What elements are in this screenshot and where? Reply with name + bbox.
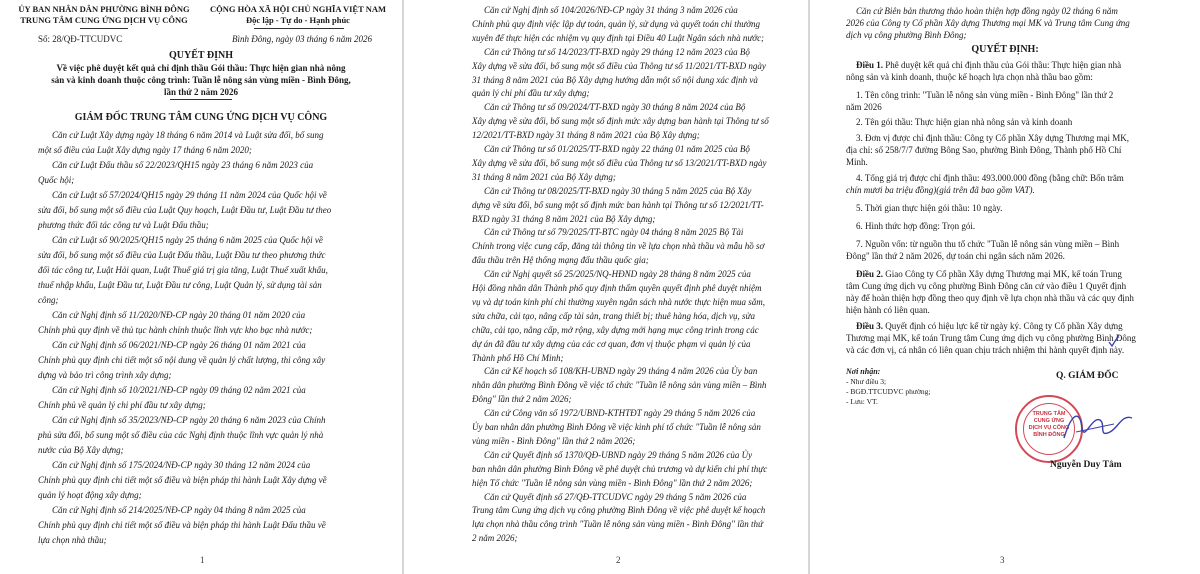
body-line: Căn cứ Thông tư số 14/2023/TT-BXD ngày 29 tháng 12 năm 2023 của Bộ [484, 46, 750, 57]
body-line: vụ và dự toán kinh phí chi thường xuyên ngân sách nhà nước thực hiện mua sắm, [472, 296, 765, 307]
body-line: 3. Đơn vị được chỉ định thầu: Công ty Cổ phần Xây dựng Thương mại MK, [856, 133, 1129, 143]
body-line: Đông" lần thứ 2 năm 2026; [472, 394, 572, 405]
body-line: nước của Bộ Xây dựng; [38, 445, 124, 455]
body-line: này để hoàn thiện hợp đồng theo quy định về lựa chọn nhà thầu và các quy định [846, 293, 1134, 303]
body-line: Căn cứ Thông tư số 79/2025/TT-BTC ngày 04 tháng 8 năm 2025 Bộ Tài [484, 227, 744, 238]
body-line: Căn cứ Nghị định số 06/2021/NĐ-CP ngày 26 tháng 01 năm 2021 của [52, 340, 306, 350]
body-line: đấu thầu trên Hệ thống mạng đấu thầu quốc gia; [472, 255, 649, 266]
body-line: 2. Tên gói thầu: Thực hiện gian nhà nông sản và kinh doanh [856, 117, 1073, 127]
header-center: TRUNG TÂM CUNG ỨNG DỊCH VỤ CÔNG [20, 15, 188, 25]
body-line: Căn cứ Luật số 90/2025/QH15 ngày 25 tháng 6 năm 2025 của Quốc hội về [52, 235, 323, 245]
body-line: Căn cứ Quyết định số 27/QĐ-TTCUDVC ngày 29 tháng 5 năm 2026 của [484, 491, 747, 502]
body-line: 12/2021/TT-BXD ngày 31 tháng 8 năm 2021 của Bộ Xây dựng; [472, 130, 700, 141]
body-line: Căn cứ Nghị định số 11/2020/NĐ-CP ngày 20 tháng 01 năm 2020 của [52, 310, 306, 320]
body-line: Điều 2. Giao Công ty Cổ phần Xây dựng Thương mại MK, kế toán Trung [856, 269, 1122, 279]
body-line: Chính phủ quy định việc lập dự toán, quản lý, sử dụng và quyết toán chi thường [472, 18, 760, 29]
body-line: ban nhân dân phường Bình Đông về phê duyệt chủ trương và dự kiến chi phí thực [472, 463, 768, 474]
body-line: 7. Nguồn vốn: từ nguồn thu tổ chức "Tuần lễ nông sản vùng miền – Bình [856, 239, 1120, 249]
body-line: 1. Tên công trình: "Tuần lễ nông sản vùng miền - Bình Đông" lần thứ 2 [856, 90, 1114, 100]
recipient-1: - Như điều 3; [846, 377, 887, 386]
body-line: phủ sửa đổi, bổ sung một số điều của các Nghị định thuộc lĩnh vực quản lý nhà [38, 430, 324, 440]
body-line: phương thức đối tác công tư và Luật Đấu thầu; [38, 220, 209, 230]
body-line: lựa chọn nhà thầu công trình "Tuần lễ nông sản vùng miền - Bình Đông" lần thứ [472, 519, 763, 530]
body-line: Căn cứ Thông tư số 01/2025/TT-BXD ngày 22 tháng 01 năm 2025 của Bộ [484, 144, 750, 154]
body-line: Đông" lần thứ 2 năm 2026, dự toán chi ngân sách năm 2026. [846, 251, 1065, 261]
body-line: nông sản và kinh doanh, thuộc kế hoạch lựa chọn nhà thầu bao gồm: [846, 72, 1093, 82]
body-line: đối tác công tư, Luật Hải quan, Luật Thuế giá trị gia tăng, Luật Thuế xuất khẩu, [38, 265, 328, 275]
body-line: một số điều của Luật Xây dựng ngày 17 tháng 6 năm 2020; [38, 145, 252, 155]
body-line: và các đơn vị, cá nhân có liên quan chịu trách nhiệm thi hành quyết định này. [846, 345, 1125, 355]
body-line: quản lý hoạt động xây dựng; [38, 490, 142, 500]
body-line: Thương mại MK, kế toán Trung tâm Cung ứng dịch vụ công phường Bình Đông [846, 333, 1136, 343]
body-line: Chính phủ quy định chi tiết một số điều và biện pháp thi hành Luật Xây dựng về [38, 475, 327, 485]
page-1 [0, 0, 402, 574]
body-line: Căn cứ Nghị định số 175/2024/NĐ-CP ngày 30 tháng 12 năm 2024 của [52, 460, 311, 470]
place-date: Bình Đông, ngày 03 tháng 6 năm 2026 [232, 34, 372, 44]
signature-mark [1058, 402, 1138, 450]
body-line: Căn cứ Thông tư 08/2025/TT-BXD ngày 30 tháng 5 năm 2025 của Bộ Xây [484, 185, 752, 196]
body-line: địa chỉ: số 258/7/7 đường Bông Sao, phường Bình Đông, Thành phố Hồ Chí [846, 145, 1122, 155]
body-line: Căn cứ Công văn số 1972/UBND-KTHTĐT ngày 29 tháng 5 năm 2026 của [484, 408, 756, 419]
body-line: Xây dựng về sửa đổi, bổ sung một số định mức xây dựng ban hành tại Thông tư số [472, 116, 769, 127]
body-line: vùng miền - Bình Đông" lần thứ 2 năm 2026; [472, 435, 636, 446]
intro-line-2: 2026 của Công ty Cổ phần Xây dựng Thương mại MK và Trung tâm Cung ứng [846, 18, 1130, 28]
body-line: hiện hành có liên quan. [846, 305, 930, 315]
subject-line-3: lần thứ 2 năm 2026 [164, 87, 238, 97]
body-line: Hội đồng nhân dân Thành phố quy định thẩm quyền quyết định phê duyệt nhiệm [472, 283, 762, 293]
header-right-underline [254, 28, 344, 29]
body-line: 31 tháng 8 năm 2021 của Bộ Xây dựng; [472, 171, 616, 182]
body-line: tâm Cung ứng dịch vụ công phường Bình Đông căn cứ vào điều 1 Quyết định [846, 281, 1127, 291]
body-line: Căn cứ Nghị quyết số 25/2025/NQ-HĐND ngày 28 tháng 8 năm 2025 của [484, 269, 751, 280]
body-line: Xây dựng về sửa đổi, bổ sung một số điều của Thông tư số 11/2021/TT-BXD ngày [472, 60, 766, 71]
body-line: thuế nhập khẩu, Luật Đầu tư, Luật Đầu tư công, Luật Quản lý, sử dụng tài sản [38, 280, 322, 290]
body-line: chữa, cải tạo, nâng cấp, mở rộng, xây dựng mới hạng mục công trình trong các [472, 324, 759, 335]
body-line: Căn cứ Nghị định số 214/2025/NĐ-CP ngày 04 tháng 8 năm 2025 của [52, 505, 306, 515]
body-line: Quốc hội; [38, 175, 75, 185]
body-line: Căn cứ Luật số 57/2024/QH15 ngày 29 tháng 11 năm 2024 của Quốc hội về [52, 190, 327, 200]
body-line: Chính trong việc cung cấp, đăng tải thông tin về lựa chọn nhà thầu và mẫu hồ sơ [472, 241, 765, 252]
body-line: 2 năm 2026; [472, 533, 518, 544]
body-line: Ủy ban nhân dân phường Bình Đông về việc kinh phí tổ chức "Tuần lễ nông sản [472, 422, 761, 432]
recipient-3: - Lưu: VT. [846, 397, 878, 406]
page-number: 1 [200, 555, 205, 565]
body-line: công; [38, 295, 59, 305]
body-line: Xây dựng về sửa đổi, bổ sung một số điều của Thông tư số 13/2021/TT-BXD ngày [472, 157, 767, 168]
body-line: Điều 3. Quyết định có hiệu lực kể từ ngày ký. Công ty Cổ phần Xây dựng [856, 321, 1123, 331]
body-line: 5. Thời gian thực hiện gói thầu: 10 ngày. [856, 203, 1003, 213]
body-line: chín mươi ba triệu đồng)(giá trên đã bao gồm VAT). [846, 185, 1035, 195]
doc-number: Số: 28/QĐ-TTCUDVC [38, 34, 123, 44]
body-line: Căn cứ Nghị định số 35/2023/NĐ-CP ngày 20 tháng 6 năm 2023 của Chính [52, 415, 326, 425]
body-line: dựng về sửa đổi, bổ sung một số định mức ban hành tại Thông tư số 12/2021/TT- [472, 199, 764, 210]
subject-line-1: Về việc phê duyệt kết quả chỉ định thầu Gói thầu: Thực hiện gian nhà nông [56, 63, 346, 73]
body-line: hiện Tổ chức "Tuần lễ nông sản vùng miền - Bình Đông" lần thứ 2 năm 2026; [472, 477, 753, 488]
header-ubnd: ỦY BAN NHÂN DÂN PHƯỜNG BÌNH ĐÔNG [18, 4, 190, 14]
body-line: dựng và bảo trì công trình xây dựng; [38, 370, 172, 380]
body-line: Căn cứ Kế hoạch số 108/KH-UBND ngày 29 tháng 4 năm 2026 của Ủy ban [484, 366, 758, 377]
body-line: Chính phủ quy định về thủ tục hành chính thuộc lĩnh vực kho bạc nhà nước; [38, 325, 313, 335]
recipient-2: - BGĐ.TTCUDVC phường; [846, 387, 931, 396]
body-line: Căn cứ Quyết định số 1370/QĐ-UBND ngày 29 tháng 5 năm 2026 của Ủy [484, 449, 753, 460]
body-line: Thành phố Hồ Chí Minh; [472, 352, 564, 363]
page-number: 2 [616, 555, 621, 565]
body-line: 6. Hình thức hợp đồng: Trọn gói. [856, 221, 976, 231]
header-left-underline [80, 28, 128, 29]
body-line: 31 tháng 8 năm 2021 của Bộ Xây dựng hướng dẫn một số nội dung xác định và [472, 74, 758, 85]
body-line: Chính phủ quy định chi tiết một số nội dung về quản lý chất lượng, thi công xây [38, 355, 326, 365]
body-line: Căn cứ Nghị định số 104/2026/NĐ-CP ngày 31 tháng 3 năm 2026 của [484, 5, 738, 15]
checkmark-icon [1108, 334, 1120, 348]
doc-title: QUYẾT ĐỊNH [169, 50, 233, 61]
decide-heading: QUYẾT ĐỊNH: [971, 44, 1039, 55]
body-line: Căn cứ Luật Xây dựng ngày 18 tháng 6 năm 2014 và Luật sửa đổi, bổ sung [52, 130, 324, 140]
intro-line-1: Căn cứ Biên bản thương thảo hoàn thiện hợp đồng ngày 02 tháng 6 năm [856, 6, 1118, 16]
body-line: Căn cứ Nghị định số 10/2021/NĐ-CP ngày 09 tháng 02 năm 2021 của [52, 385, 306, 395]
body-line: quản lý chi phí đầu tư xây dựng; [472, 88, 590, 99]
seal-text: TRUNG TÂM CUNG ỨNG DỊCH VỤ CÔNG BÌNH ĐÔNG [1028, 411, 1070, 438]
authority-heading: GIÁM ĐỐC TRUNG TÂM CUNG ỨNG DỊCH VỤ CÔNG [74, 112, 328, 123]
page-3 [810, 0, 1200, 574]
body-line: Chính phủ quy định chi tiết một số điều và biện pháp thi hành Luật Đấu thầu về [38, 520, 326, 530]
body-line: Căn cứ Thông tư số 09/2024/TT-BXD ngày 30 tháng 8 năm 2024 của Bộ [484, 102, 746, 113]
subject-line-2: sản và kinh doanh thuộc công trình: Tuần lễ nông sản vùng miền - Bình Đông, [51, 75, 351, 85]
body-line: xuyên để thực hiện các nhiệm vụ quy định tại Điều 40 Luật Ngân sách nhà nước; [472, 32, 765, 43]
body-line: 4. Tổng giá trị được chỉ định thầu: 493.000.000 đồng (bằng chữ: Bốn trăm [856, 173, 1124, 183]
page-number: 3 [1000, 555, 1005, 565]
header-republic: CỘNG HÒA XÃ HỘI CHỦ NGHĨA VIỆT NAM [209, 4, 387, 14]
body-line: dự án đã đầu tư xây dựng của các cơ quan, đơn vị thuộc phạm vi quản lý của [472, 338, 751, 349]
sign-title: Q. GIÁM ĐỐC [1056, 371, 1119, 381]
body-line: sửa đổi, bổ sung một số điều của Luật Đấu thầu, Luật Đầu tư theo phương thức [38, 250, 326, 260]
body-line: BXD ngày 31 tháng 8 năm 2021 của Bộ Xây dựng; [472, 213, 656, 224]
body-line: Minh. [846, 157, 868, 167]
body-line: Trung tâm Cung ứng dịch vụ công phường Bình Đông về việc phê duyệt kế hoạch [472, 505, 766, 516]
intro-line-3: dịch vụ công phường Bình Đông; [846, 30, 967, 40]
body-line: lựa chọn nhà thầu; [38, 535, 107, 545]
body-line: nhân dân phường Bình Đông về việc tổ chức "Tuần lễ nông sản vùng miền – Bình [472, 380, 767, 391]
body-line: sửa chữa, cải tạo, nâng cấp tài sản, trang thiết bị; thuê hàng hóa, dịch vụ, sửa [472, 310, 755, 321]
body-line: Chính phủ về quản lý chi phí đầu tư xây dựng; [38, 400, 206, 410]
body-line: sửa đổi, bổ sung một số điều của Luật Quy hoạch, Luật Đầu tư, Luật Đầu tư theo [38, 205, 332, 215]
page-2 [404, 0, 808, 574]
recipients-title: Nơi nhận: [846, 367, 881, 376]
body-line: năm 2026 [846, 102, 882, 112]
header-motto: Độc lập - Tự do - Hạnh phúc [246, 15, 350, 25]
body-line: Căn cứ Luật Đấu thầu số 22/2023/QH15 ngày 23 tháng 6 năm 2023 của [52, 160, 314, 170]
signer-name: Nguyễn Duy Tâm [1050, 460, 1122, 470]
body-line: Điều 1. Phê duyệt kết quả chỉ định thầu của Gói thầu: Thực hiện gian nhà [856, 60, 1122, 70]
subject-underline [170, 99, 232, 100]
